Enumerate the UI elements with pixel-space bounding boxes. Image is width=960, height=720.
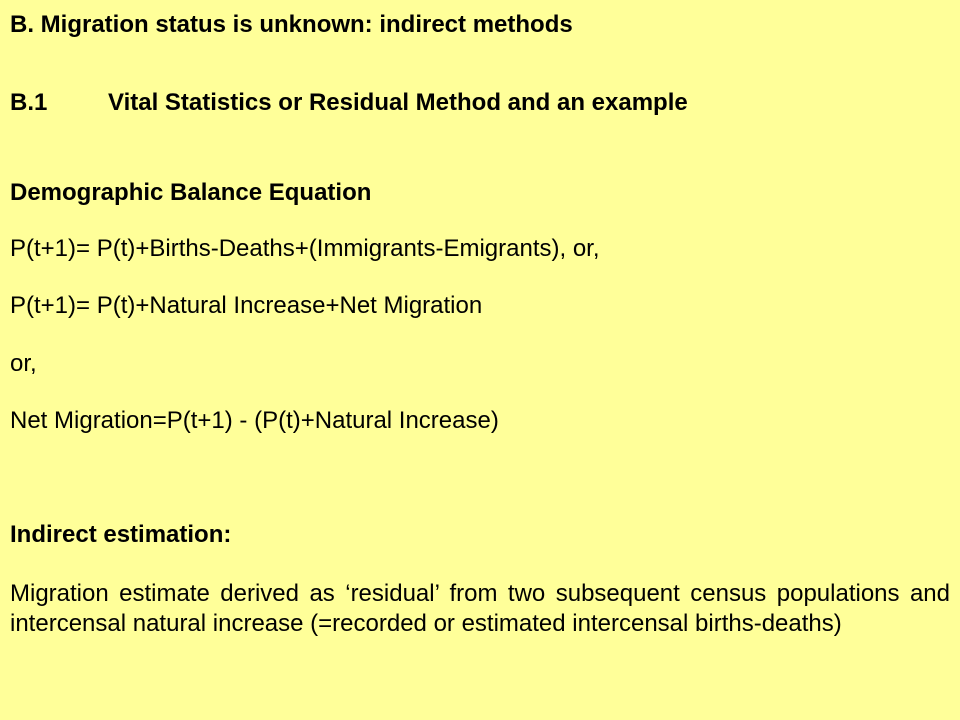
equation-births-deaths: P(t+1)= P(t)+Births-Deaths+(Immigrants-Emigrants), or, (10, 235, 600, 262)
equation-connector: or, (10, 350, 37, 377)
subheading-number: B.1 (10, 89, 48, 116)
subheading (10, 89, 688, 117)
indirect-description: Migration estimate derived as ‘residual’ from two subsequent census populations and intercensal natural increase (=recorded or estimated intercensal births-deaths) (10, 580, 950, 637)
equation-natural-increase: P(t+1)= P(t)+Natural Increase+Net Migration (10, 292, 483, 319)
indirect-section-title: Indirect estimation: (10, 521, 232, 548)
subheading-title: Vital Statistics or Residual Method and an example (108, 89, 688, 116)
equation-net-migration: Net Migration=P(t+1) - (P(t)+Natural Increase) (10, 407, 499, 434)
balance-section-title: Demographic Balance Equation (10, 179, 372, 206)
slide-heading: B. Migration status is unknown: indirect methods (10, 11, 573, 38)
